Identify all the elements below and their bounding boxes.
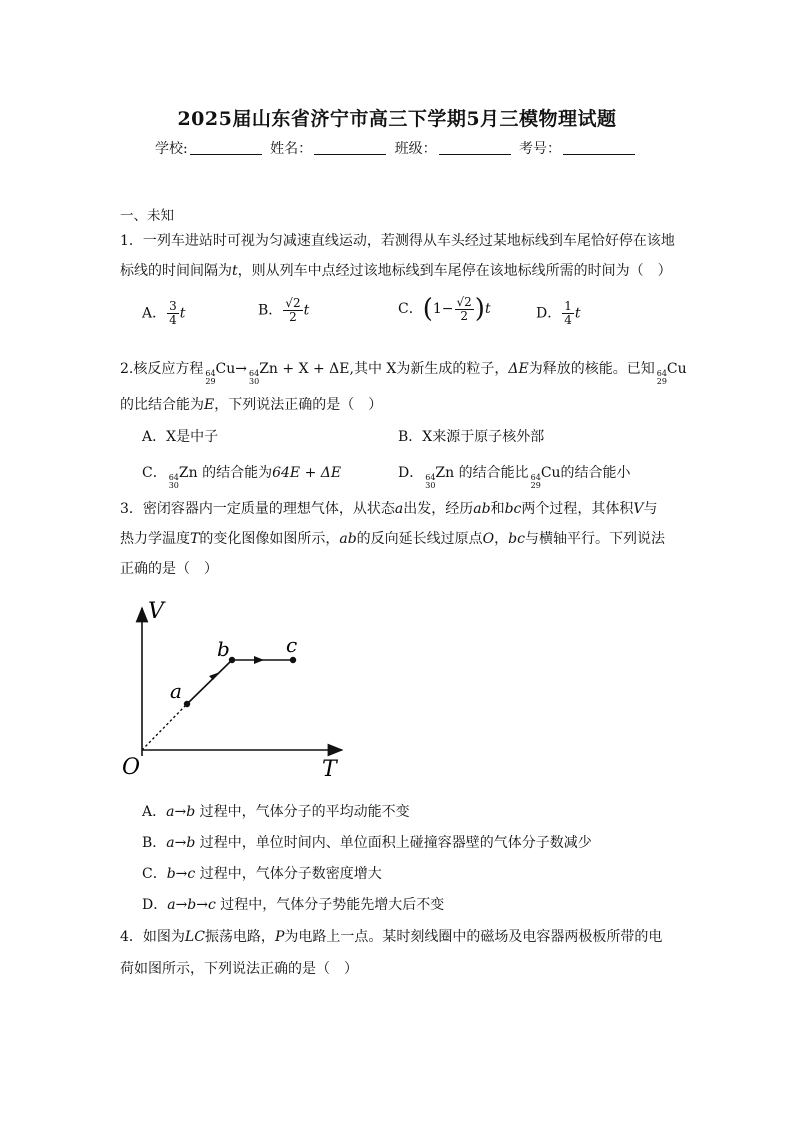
q1-opt-b-t: t bbox=[303, 302, 310, 319]
q2-opt-d-label: D． bbox=[398, 465, 424, 481]
q3-var-v: V bbox=[633, 501, 644, 517]
q2-opt-c-nums bbox=[169, 474, 179, 490]
q1-opt-a-t: t bbox=[179, 305, 186, 322]
q2-cu-mass: 64 bbox=[205, 369, 216, 378]
q2-delta-e: ΔE bbox=[508, 361, 529, 377]
q3-opt-d-proc: a→b→c bbox=[167, 897, 216, 913]
q3-l2-e: 与横轴平行。下列说法 bbox=[524, 531, 665, 547]
q3-opt-b-label: B． bbox=[142, 835, 167, 851]
q3-var-ab: ab bbox=[473, 501, 491, 517]
q2-opt-d-zn-mass: 64 bbox=[425, 473, 436, 482]
q3-opt-c-text: 过程中，气体分子数密度增大 bbox=[195, 866, 382, 882]
q2-opt-c-mid: Zn 的结合能为 bbox=[178, 465, 273, 481]
q3-opt-c-proc: b→c bbox=[166, 866, 196, 882]
q3-opt-b-text: 过程中，单位时间内、单位面积上碰撞容器壁的气体分子数减少 bbox=[195, 835, 592, 851]
q1-var-t: t bbox=[232, 263, 238, 279]
q2-cu2: Cu bbox=[666, 361, 687, 377]
class-blank[interactable] bbox=[439, 140, 511, 155]
q2-cu2-nums bbox=[657, 370, 667, 386]
class-label: 班级： bbox=[394, 141, 437, 157]
q3-l1-b: 出发，经历 bbox=[403, 501, 474, 517]
q3-var-a: a bbox=[394, 501, 404, 517]
q4-line1 bbox=[120, 926, 662, 946]
label-c: c bbox=[286, 633, 298, 657]
label-a: a bbox=[170, 679, 182, 703]
q2-line2 bbox=[120, 394, 382, 414]
q3-opt-c-label: C． bbox=[142, 866, 167, 882]
q2-mid2: 为释放的核能。已知 bbox=[528, 361, 655, 377]
q1-opt-c-num: √2 bbox=[456, 294, 472, 309]
q1-opt-d-num: 1 bbox=[564, 299, 572, 313]
q1-opt-c-den: 2 bbox=[460, 308, 468, 323]
q3-l2-b: 的变化图像如图所示， bbox=[199, 531, 340, 547]
q2-var-e: E bbox=[204, 397, 215, 413]
q3-opt-a-proc: a→b bbox=[166, 804, 196, 820]
q2-line2-a: 的比结合能为 bbox=[120, 397, 204, 413]
q3-l1-d: 与 bbox=[643, 501, 658, 517]
q2-option-c bbox=[142, 462, 341, 490]
q1-opt-c-frac bbox=[455, 296, 474, 323]
q3-l2-a: 热力学温度 bbox=[120, 531, 190, 547]
q3-l1-a: 3．密闭容器内一定质量的理想气体，从状态 bbox=[120, 501, 395, 517]
q3-option-b bbox=[142, 832, 592, 852]
q3-opt-d-label: D． bbox=[142, 897, 168, 913]
q2-opt-c-mass: 64 bbox=[168, 473, 179, 482]
section-heading: 一、未知 bbox=[120, 208, 174, 224]
q2-option-a: A．X是中子 bbox=[142, 429, 219, 445]
exam-no-blank[interactable] bbox=[563, 140, 635, 155]
q1-opt-b-label: B． bbox=[258, 302, 283, 319]
q3-option-c bbox=[142, 863, 382, 883]
q1-opt-c-rparen: ) bbox=[474, 294, 485, 324]
q1-opt-a-num: 3 bbox=[169, 299, 177, 313]
q1-opt-c-t: t bbox=[484, 301, 491, 317]
q1-option-c bbox=[398, 294, 491, 324]
q1-opt-d-label: D． bbox=[536, 305, 562, 322]
q1-line2-text-a: 标线的时间间隔为 bbox=[120, 263, 232, 279]
q3-l2-c: 的反向延长线过原点 bbox=[356, 531, 483, 547]
q2-opt-d-zn-nums bbox=[425, 474, 435, 490]
q1-opt-b-frac bbox=[283, 297, 302, 324]
extension-dashed-line bbox=[142, 704, 187, 750]
q1-line2-text-b: ，则从列车中点经过该地标线到车尾停在该地标线所需的时间为（ ） bbox=[237, 263, 672, 279]
q1-option-b bbox=[258, 297, 309, 324]
q4-var-lc: LC bbox=[184, 929, 205, 945]
q3-and: 和 bbox=[490, 501, 505, 517]
q2-line2-b: ，下列说法正确的是（ ） bbox=[214, 397, 383, 413]
q2-cu2-mass: 64 bbox=[656, 369, 667, 378]
q2-option-b: B．X来源于原子核外部 bbox=[398, 429, 545, 445]
school-label: 学校: bbox=[154, 141, 188, 157]
q2-opt-d-cu-nums bbox=[531, 474, 541, 490]
q3-option-a bbox=[142, 801, 410, 821]
q2-option-d bbox=[398, 462, 631, 490]
name-blank[interactable] bbox=[314, 140, 386, 155]
ab-arrow bbox=[209, 672, 220, 680]
q2-cu-nums bbox=[205, 370, 215, 386]
origin-label: O bbox=[122, 755, 141, 780]
q2-cu-charge: 29 bbox=[205, 377, 216, 386]
name-label: 姓名： bbox=[270, 141, 313, 157]
axis-label-v: V bbox=[148, 599, 164, 624]
q2-opt-d-zn-charge: 30 bbox=[425, 481, 436, 490]
student-info-line bbox=[0, 138, 794, 158]
q3-l2-d: ， bbox=[494, 531, 509, 547]
school-blank[interactable] bbox=[190, 140, 262, 155]
q1-opt-a-label: A． bbox=[142, 305, 167, 322]
q2-opt-c-charge: 30 bbox=[168, 481, 179, 490]
q4-l1-c: 为电路上一点。某时刻线圈中的磁场及电容器两极板所带的电 bbox=[284, 929, 663, 945]
q2-zn-nums bbox=[249, 370, 259, 386]
q3-opt-b-proc: a→b bbox=[166, 835, 196, 851]
q2-lead: 2.核反应方程 bbox=[120, 361, 204, 377]
q2-opt-d-cu-mass: 64 bbox=[530, 473, 541, 482]
q1-opt-a-frac bbox=[167, 300, 179, 327]
label-b: b bbox=[217, 637, 230, 661]
q3-line3: 正确的是（ ） bbox=[120, 561, 218, 577]
q4-var-p: P bbox=[274, 929, 285, 945]
q1-opt-c-one: 1− bbox=[432, 301, 454, 317]
q3-option-d bbox=[142, 894, 444, 914]
q2-cu: Cu bbox=[215, 361, 236, 377]
q2-arrow: → bbox=[235, 361, 248, 377]
q4-line2: 荷如图所示，下列说法正确的是（ ） bbox=[120, 961, 358, 977]
q3-var-bc2: bc bbox=[508, 531, 525, 547]
q3-opt-d-text: 过程中，气体分子势能先增大后不变 bbox=[215, 897, 445, 913]
q1-opt-d-frac bbox=[562, 300, 574, 327]
bc-arrow bbox=[254, 656, 264, 664]
q1-opt-d-t: t bbox=[574, 305, 581, 322]
q3-line1 bbox=[120, 498, 658, 518]
q3-vt-graph bbox=[116, 596, 356, 782]
q2-mid: ,其中 X为新生成的粒子， bbox=[349, 361, 509, 377]
q1-opt-b-den: 2 bbox=[289, 310, 297, 324]
point-c bbox=[290, 657, 296, 663]
q1-opt-a-den: 4 bbox=[169, 313, 177, 327]
q1-opt-c-label: C． bbox=[398, 301, 423, 317]
point-a bbox=[184, 701, 190, 707]
q3-opt-a-text: 过程中，气体分子的平均动能不变 bbox=[195, 804, 410, 820]
q2-zn-mass: 64 bbox=[249, 369, 260, 378]
q1-line2 bbox=[120, 260, 672, 280]
q4-l1-a: 4．如图为 bbox=[120, 929, 185, 945]
q2-opt-d-mid: Zn 的结合能比 bbox=[435, 465, 529, 481]
q1-option-a bbox=[142, 300, 185, 327]
q3-l1-c: 两个过程，其体积 bbox=[521, 501, 634, 517]
q2-zn-charge: 30 bbox=[249, 377, 260, 386]
q3-var-t: T bbox=[190, 531, 200, 547]
q1-option-d bbox=[536, 300, 581, 327]
q2-opt-c-val: 64E + ΔE bbox=[272, 465, 342, 481]
q2-line1 bbox=[120, 358, 687, 386]
q3-line2 bbox=[120, 528, 665, 548]
q3-var-bc: bc bbox=[504, 501, 522, 517]
q3-opt-a-label: A． bbox=[142, 804, 167, 820]
q1-line1: 1．一列车进站时可视为匀减速直线运动，若测得从车头经过某地标线到车尾恰好停在该地 bbox=[120, 233, 675, 249]
q1-opt-b-num: √2 bbox=[285, 296, 301, 310]
q1-opt-d-den: 4 bbox=[564, 313, 572, 327]
q2-zn: Zn bbox=[259, 361, 278, 377]
q2-eq-rest: + X + ΔE bbox=[277, 361, 350, 377]
q3-var-o: O bbox=[482, 531, 495, 547]
q2-opt-d-cu-charge: 29 bbox=[530, 481, 541, 490]
q2-opt-c-label: C． bbox=[142, 465, 167, 481]
exam-no-label: 考号： bbox=[519, 141, 562, 157]
q3-var-ab2: ab bbox=[339, 531, 357, 547]
q4-l1-b: 振荡电路， bbox=[204, 929, 275, 945]
q2-opt-d-end: Cu的结合能小 bbox=[540, 465, 631, 481]
ab-segment bbox=[187, 660, 232, 704]
page-title: 2025届山东省济宁市高三下学期5月三模物理试题 bbox=[177, 108, 617, 130]
q1-opt-c-lparen: ( bbox=[422, 294, 433, 324]
axis-label-t: T bbox=[322, 757, 337, 782]
q2-cu2-charge: 29 bbox=[656, 377, 667, 386]
